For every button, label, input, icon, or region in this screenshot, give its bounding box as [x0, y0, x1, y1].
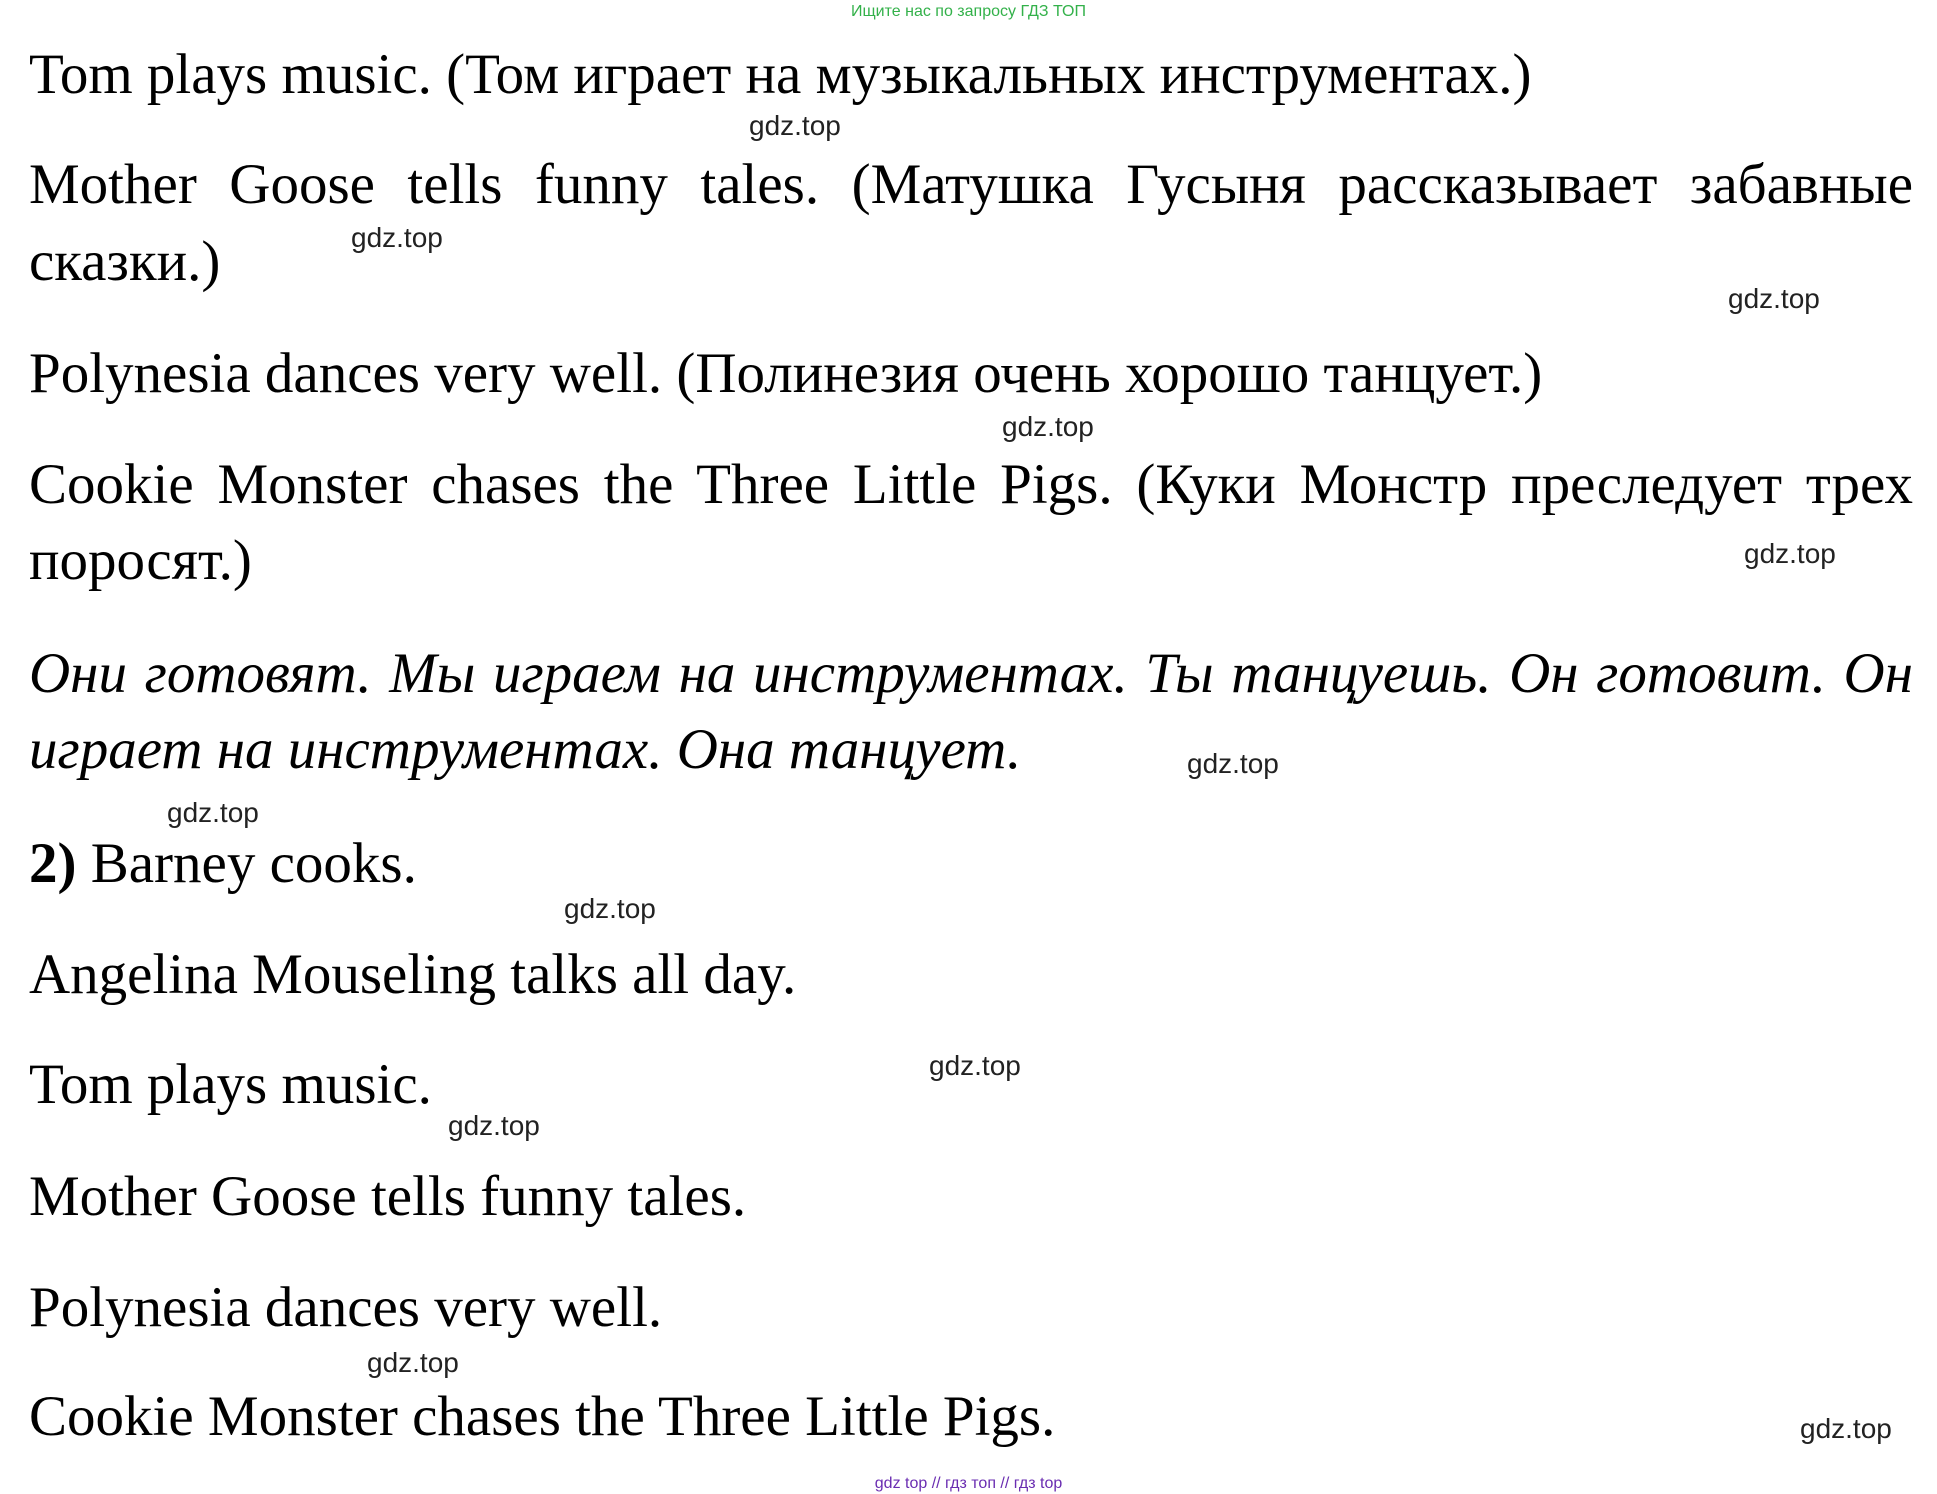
cookie-sentence-with-translation-line1: Cookie Monster chases the Three Little Pigs. (Куки Монстр преследует трех — [29, 453, 1913, 516]
footer-links: gdz top // гдз топ // гдз top — [874, 1475, 1063, 1492]
cookie-sentence: Cookie Monster chases the Three Little Pigs. — [29, 1385, 1056, 1448]
barney-sentence-text: Barney cooks. — [90, 832, 417, 895]
watermark: gdz.top — [351, 222, 443, 253]
goose-sentence-with-translation-line2: сказки.) — [29, 230, 221, 293]
watermark: gdz.top — [1744, 538, 1836, 569]
item-number: 2) — [29, 832, 77, 895]
watermark: gdz.top — [1187, 748, 1279, 779]
tom-sentence: Tom plays music. — [29, 1053, 432, 1116]
watermark: gdz.top — [367, 1347, 459, 1378]
watermark: gdz.top — [167, 797, 259, 828]
angelina-sentence: Angelina Mouseling talks all day. — [29, 943, 797, 1006]
watermark: gdz.top — [1002, 411, 1094, 442]
goose-sentence-with-translation-line1: Mother Goose tells funny tales. (Матушка Гусыня рассказывает забавные — [29, 153, 1913, 216]
watermark: gdz.top — [749, 110, 841, 141]
polynesia-sentence: Polynesia dances very well. — [29, 1276, 663, 1339]
watermark: gdz.top — [1800, 1413, 1892, 1444]
cookie-sentence-with-translation-line2: поросят.) — [29, 529, 252, 592]
russian-translation-line1: Они готовят. Мы играем на инструментах. Ты танцуешь. Он готовит. Он — [29, 642, 1913, 705]
polynesia-sentence-with-translation: Polynesia dances very well. (Полинезия очень хорошо танцует.) — [29, 342, 1543, 405]
watermark: gdz.top — [564, 893, 656, 924]
russian-translation-line2: играет на инструментах. Она танцует. — [29, 718, 1022, 781]
watermark: gdz.top — [929, 1050, 1021, 1081]
goose-sentence: Mother Goose tells funny tales. — [29, 1165, 747, 1228]
search-hint-banner: Ищите нас по запросу ГДЗ ТОП — [851, 3, 1086, 20]
watermark: gdz.top — [1728, 283, 1820, 314]
tom-sentence-with-translation: Tom plays music. (Том играет на музыкальных инструментах.) — [29, 43, 1532, 106]
barney-sentence — [29, 833, 1913, 895]
watermark: gdz.top — [448, 1110, 540, 1141]
